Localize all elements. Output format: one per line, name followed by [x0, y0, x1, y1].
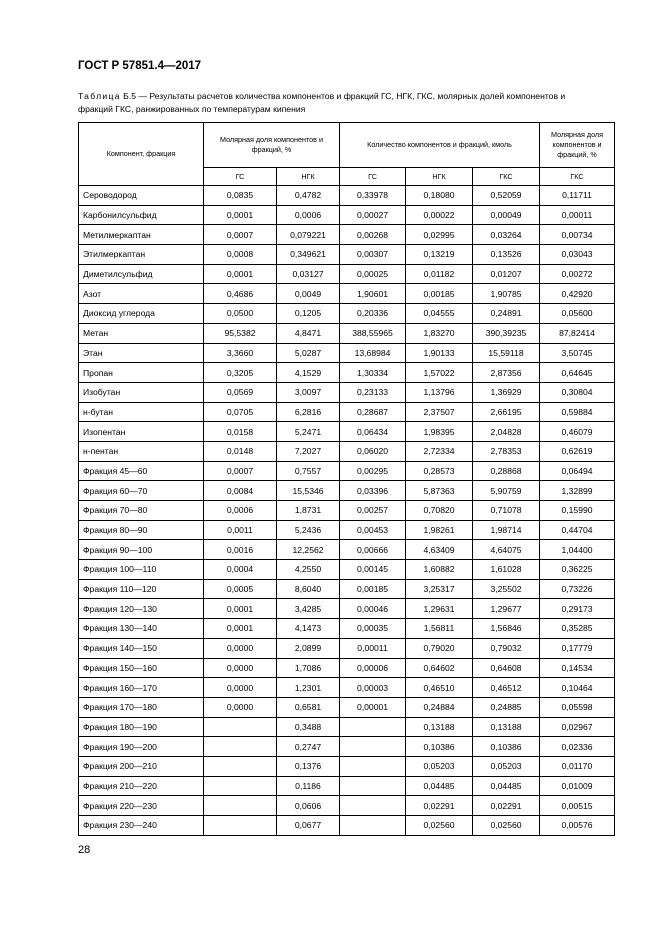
table-cell: 0,349621 — [277, 245, 340, 265]
table-cell: 4,8471 — [277, 323, 340, 343]
table-cell: 1,13796 — [406, 382, 473, 402]
table-cell: 0,10464 — [540, 678, 615, 698]
table-cell: 0,0001 — [204, 619, 277, 639]
table-cell: 0,64645 — [540, 363, 615, 383]
table-body — [79, 186, 615, 836]
table-cell: 0,079221 — [277, 225, 340, 245]
table-cell: 0,00185 — [340, 579, 406, 599]
table-cell: 0,00257 — [340, 501, 406, 521]
table-row — [79, 481, 615, 501]
row-label: Азот — [79, 284, 204, 304]
table-cell: 0,00576 — [540, 816, 615, 836]
table-cell: 0,24885 — [473, 697, 540, 717]
table-cell — [340, 796, 406, 816]
table-row — [79, 323, 615, 343]
table-cell: 0,00027 — [340, 205, 406, 225]
table-row — [79, 678, 615, 698]
row-label: н-пентан — [79, 441, 204, 461]
row-label: Фракция 170—180 — [79, 697, 204, 717]
table-cell — [204, 816, 277, 836]
table-cell: 95,5382 — [204, 323, 277, 343]
table-cell: 0,15990 — [540, 501, 615, 521]
table-cell: 0,04555 — [406, 304, 473, 324]
table-cell: 0,00515 — [540, 796, 615, 816]
table-cell: 0,03396 — [340, 481, 406, 501]
table-cell: 1,04400 — [540, 540, 615, 560]
table-cell: 0,04485 — [406, 776, 473, 796]
table-cell: 12,2562 — [277, 540, 340, 560]
table-cell: 1,8731 — [277, 501, 340, 521]
table-cell: 0,79020 — [406, 638, 473, 658]
table-row — [79, 619, 615, 639]
table-cell: 0,05600 — [540, 304, 615, 324]
table-cell — [340, 717, 406, 737]
table-cell: 87,82414 — [540, 323, 615, 343]
table-cell: 0,28687 — [340, 402, 406, 422]
table-cell: 1,98261 — [406, 520, 473, 540]
table-cell: 0,0001 — [204, 599, 277, 619]
header-amount-group: Количество компонентов и фракций, кмоль — [340, 123, 540, 168]
table-cell: 0,0016 — [204, 540, 277, 560]
table-cell: 0,0148 — [204, 441, 277, 461]
row-label: Фракция 150—160 — [79, 658, 204, 678]
table-cell: 0,10386 — [473, 737, 540, 757]
table-row — [79, 697, 615, 717]
header-molar-group: Молярная доля компонентов и фракций, % — [204, 123, 340, 168]
table-cell: 0,01182 — [406, 264, 473, 284]
table-cell: 0,04485 — [473, 776, 540, 796]
table-cell: 4,64075 — [473, 540, 540, 560]
table-cell: 1,61028 — [473, 560, 540, 580]
row-label: Фракция 90—100 — [79, 540, 204, 560]
table-cell: 0,29173 — [540, 599, 615, 619]
table-cell: 0,0835 — [204, 186, 277, 206]
table-row — [79, 501, 615, 521]
row-label: Фракция 180—190 — [79, 717, 204, 737]
table-cell: 1,60882 — [406, 560, 473, 580]
table-cell: 0,36225 — [540, 560, 615, 580]
row-label: н-бутан — [79, 402, 204, 422]
table-cell: 0,03264 — [473, 225, 540, 245]
table-cell: 0,00453 — [340, 520, 406, 540]
table-cell: 0,00001 — [340, 697, 406, 717]
table-cell: 0,2747 — [277, 737, 340, 757]
table-row — [79, 205, 615, 225]
table-cell: 0,42920 — [540, 284, 615, 304]
table-cell: 13,68984 — [340, 343, 406, 363]
table-cell — [340, 756, 406, 776]
table-cell: 0,0606 — [277, 796, 340, 816]
table-cell: 5,87363 — [406, 481, 473, 501]
table-cell: 0,0001 — [204, 264, 277, 284]
row-label: Фракция 45—60 — [79, 461, 204, 481]
table-cell: 0,00307 — [340, 245, 406, 265]
table-cell: 4,2550 — [277, 560, 340, 580]
table-cell: 0,00268 — [340, 225, 406, 245]
table-cell: 0,1186 — [277, 776, 340, 796]
table-cell — [204, 776, 277, 796]
table-cell: 0,0000 — [204, 638, 277, 658]
row-label: Карбонилсульфид — [79, 205, 204, 225]
table-cell: 0,1205 — [277, 304, 340, 324]
row-label: Фракция 130—140 — [79, 619, 204, 639]
row-label: Фракция 230—240 — [79, 816, 204, 836]
table-cell: 0,46510 — [406, 678, 473, 698]
table-row — [79, 422, 615, 442]
table-cell: 0,0500 — [204, 304, 277, 324]
row-label: Этан — [79, 343, 204, 363]
table-cell: 1,90601 — [340, 284, 406, 304]
table-cell: 2,37507 — [406, 402, 473, 422]
table-cell: 3,50745 — [540, 343, 615, 363]
table-cell: 0,52059 — [473, 186, 540, 206]
table-cell: 3,25317 — [406, 579, 473, 599]
table-cell: 0,24884 — [406, 697, 473, 717]
table-cell: 0,46079 — [540, 422, 615, 442]
table-row — [79, 264, 615, 284]
table-cell: 3,0097 — [277, 382, 340, 402]
table-cell: 0,0006 — [277, 205, 340, 225]
table-cell: 2,87356 — [473, 363, 540, 383]
table-cell: 0,70820 — [406, 501, 473, 521]
table-row — [79, 579, 615, 599]
table-cell: 0,01009 — [540, 776, 615, 796]
table-cell: 1,2301 — [277, 678, 340, 698]
table-cell — [204, 737, 277, 757]
table-row — [79, 756, 615, 776]
table-cell: 8,6040 — [277, 579, 340, 599]
table-cell: 0,06434 — [340, 422, 406, 442]
table-cell: 0,0005 — [204, 579, 277, 599]
row-label: Фракция 110—120 — [79, 579, 204, 599]
table-row — [79, 461, 615, 481]
table-cell: 0,03127 — [277, 264, 340, 284]
table-row — [79, 520, 615, 540]
table-cell: 0,02560 — [406, 816, 473, 836]
row-label: Сероводород — [79, 186, 204, 206]
table-cell: 0,06494 — [540, 461, 615, 481]
table-cell: 0,03043 — [540, 245, 615, 265]
table-cell: 0,44704 — [540, 520, 615, 540]
table-cell: 0,0008 — [204, 245, 277, 265]
table-cell: 0,02967 — [540, 717, 615, 737]
row-label: Фракция 120—130 — [79, 599, 204, 619]
table-cell: 0,02291 — [406, 796, 473, 816]
table-cell: 0,0000 — [204, 697, 277, 717]
table-cell: 0,71078 — [473, 501, 540, 521]
table-cell: 0,01170 — [540, 756, 615, 776]
table-cell: 0,30804 — [540, 382, 615, 402]
table-cell: 1,57022 — [406, 363, 473, 383]
subheader-cell: ГКС — [473, 168, 540, 186]
table-cell: 5,0287 — [277, 343, 340, 363]
table-cell: 1,90785 — [473, 284, 540, 304]
table-row — [79, 402, 615, 422]
subheader-cell: НГК — [277, 168, 340, 186]
table-cell: 0,0011 — [204, 520, 277, 540]
table-cell: 1,29677 — [473, 599, 540, 619]
document-header: ГОСТ Р 57851.4—2017 — [78, 60, 202, 72]
table-cell: 1,7086 — [277, 658, 340, 678]
row-label: Фракция 100—110 — [79, 560, 204, 580]
table-cell: 0,6581 — [277, 697, 340, 717]
table-cell: 0,0000 — [204, 678, 277, 698]
table-cell: 2,0899 — [277, 638, 340, 658]
table-cell: 1,56811 — [406, 619, 473, 639]
table-cell: 0,00295 — [340, 461, 406, 481]
row-label: Диметилсульфид — [79, 264, 204, 284]
table-cell: 0,00011 — [540, 205, 615, 225]
table-cell: 5,2471 — [277, 422, 340, 442]
table-cell: 0,28573 — [406, 461, 473, 481]
table-cell: 0,0004 — [204, 560, 277, 580]
table-cell: 0,00035 — [340, 619, 406, 639]
table-row — [79, 225, 615, 245]
table-cell: 0,73226 — [540, 579, 615, 599]
subheader-cell: ГКС — [540, 168, 615, 186]
table-cell: 0,10386 — [406, 737, 473, 757]
table-cell — [340, 737, 406, 757]
table-row — [79, 796, 615, 816]
header-molar-gks: Молярная доля компонентов и фракций, % — [540, 123, 615, 168]
table-cell: 1,90133 — [406, 343, 473, 363]
table-cell: 1,56846 — [473, 619, 540, 639]
table-cell: 0,0001 — [204, 205, 277, 225]
table-cell: 0,3205 — [204, 363, 277, 383]
table-cell: 0,13526 — [473, 245, 540, 265]
table-cell: 3,3660 — [204, 343, 277, 363]
table-cell: 4,1529 — [277, 363, 340, 383]
table-cell: 0,05203 — [473, 756, 540, 776]
table-caption — [78, 90, 590, 115]
table-cell: 4,63409 — [406, 540, 473, 560]
table-row — [79, 737, 615, 757]
header-component: Компонент, фракция — [79, 123, 204, 186]
table-cell: 0,79032 — [473, 638, 540, 658]
row-label: Изобутан — [79, 382, 204, 402]
table-cell: 0,64602 — [406, 658, 473, 678]
table-row — [79, 304, 615, 324]
table-cell: 2,78353 — [473, 441, 540, 461]
table-cell: 4,1473 — [277, 619, 340, 639]
table-cell: 0,13188 — [406, 717, 473, 737]
subheader-cell: ГС — [204, 168, 277, 186]
table-cell: 0,00049 — [473, 205, 540, 225]
table-cell: 0,62619 — [540, 441, 615, 461]
caption-label: Таблица — [78, 91, 121, 101]
table-cell: 0,00666 — [340, 540, 406, 560]
table-row — [79, 441, 615, 461]
table-cell: 1,29631 — [406, 599, 473, 619]
table-cell: 0,4782 — [277, 186, 340, 206]
row-label: Метан — [79, 323, 204, 343]
table-cell: 0,00272 — [540, 264, 615, 284]
table-cell: 0,00185 — [406, 284, 473, 304]
table-cell: 0,28868 — [473, 461, 540, 481]
table-cell: 0,0569 — [204, 382, 277, 402]
table-cell: 0,46512 — [473, 678, 540, 698]
table-cell: 0,3488 — [277, 717, 340, 737]
table-cell — [204, 796, 277, 816]
table-cell: 3,4285 — [277, 599, 340, 619]
table-cell: 0,02995 — [406, 225, 473, 245]
table-cell: 5,2436 — [277, 520, 340, 540]
table-cell: 0,33978 — [340, 186, 406, 206]
table-cell: 0,00046 — [340, 599, 406, 619]
table-cell: 0,00022 — [406, 205, 473, 225]
table-cell: 5,90759 — [473, 481, 540, 501]
table-cell: 15,5346 — [277, 481, 340, 501]
table-cell: 1,98714 — [473, 520, 540, 540]
results-table — [78, 122, 615, 836]
table-cell: 0,14534 — [540, 658, 615, 678]
table-cell: 0,0677 — [277, 816, 340, 836]
row-label: Пропан — [79, 363, 204, 383]
table-row — [79, 363, 615, 383]
table-cell: 0,23133 — [340, 382, 406, 402]
table-cell: 6,2816 — [277, 402, 340, 422]
table-cell: 0,05203 — [406, 756, 473, 776]
table-cell: 0,02336 — [540, 737, 615, 757]
table-cell: 0,0000 — [204, 658, 277, 678]
subheader-cell: ГС — [340, 168, 406, 186]
row-label: Фракция 80—90 — [79, 520, 204, 540]
table-cell: 0,0006 — [204, 501, 277, 521]
row-label: Фракция 190—200 — [79, 737, 204, 757]
table-cell — [204, 756, 277, 776]
table-row — [79, 540, 615, 560]
table-cell: 0,7557 — [277, 461, 340, 481]
table-row — [79, 717, 615, 737]
table-cell — [204, 717, 277, 737]
row-label: Фракция 200—210 — [79, 756, 204, 776]
table-row — [79, 599, 615, 619]
table-cell: 0,0007 — [204, 225, 277, 245]
table-cell: 0,00011 — [340, 638, 406, 658]
table-cell: 0,02291 — [473, 796, 540, 816]
table-cell: 0,20336 — [340, 304, 406, 324]
table-cell: 0,00145 — [340, 560, 406, 580]
row-label: Изопентан — [79, 422, 204, 442]
table-row — [79, 658, 615, 678]
row-label: Фракция 160—170 — [79, 678, 204, 698]
table-cell: 1,83270 — [406, 323, 473, 343]
row-label: Фракция 210—220 — [79, 776, 204, 796]
row-label: Метилмеркаптан — [79, 225, 204, 245]
table-cell: 0,0049 — [277, 284, 340, 304]
table-cell: 0,59884 — [540, 402, 615, 422]
table-cell: 0,00025 — [340, 264, 406, 284]
row-label: Фракция 140—150 — [79, 638, 204, 658]
table-cell: 390,39235 — [473, 323, 540, 343]
page-number: 28 — [78, 844, 91, 856]
row-label: Фракция 60—70 — [79, 481, 204, 501]
table-cell: 0,1376 — [277, 756, 340, 776]
table-cell: 0,35285 — [540, 619, 615, 639]
caption-text: Б.5 — Результаты расчетов количества компонентов и фракций ГС, НГК, ГКС, молярных долей компонентов и фракций ГКС, ранжированных по температурам кипения — [78, 91, 566, 114]
table-cell: 0,06020 — [340, 441, 406, 461]
table-cell: 0,02560 — [473, 816, 540, 836]
table-cell: 2,66195 — [473, 402, 540, 422]
table-cell: 0,17779 — [540, 638, 615, 658]
table-cell: 0,00734 — [540, 225, 615, 245]
table-cell: 0,05598 — [540, 697, 615, 717]
table-row — [79, 245, 615, 265]
table-cell: 0,18080 — [406, 186, 473, 206]
row-label: Фракция 220—230 — [79, 796, 204, 816]
table-cell: 2,04828 — [473, 422, 540, 442]
table-cell: 0,0084 — [204, 481, 277, 501]
table-cell: 1,30334 — [340, 363, 406, 383]
table-cell: 1,98395 — [406, 422, 473, 442]
table-cell: 0,01207 — [473, 264, 540, 284]
table-cell: 0,00006 — [340, 658, 406, 678]
table-cell: 1,32899 — [540, 481, 615, 501]
table-row — [79, 186, 615, 206]
row-label: Фракция 70—80 — [79, 501, 204, 521]
table-row — [79, 816, 615, 836]
table-row — [79, 560, 615, 580]
table-cell: 3,25502 — [473, 579, 540, 599]
table-row — [79, 284, 615, 304]
table-cell: 0,11711 — [540, 186, 615, 206]
table-cell: 2,72334 — [406, 441, 473, 461]
table-cell: 0,64608 — [473, 658, 540, 678]
table-row — [79, 382, 615, 402]
table-row — [79, 638, 615, 658]
table-cell: 0,24891 — [473, 304, 540, 324]
table-row — [79, 343, 615, 363]
table-cell: 0,0705 — [204, 402, 277, 422]
subheader-cell: НГК — [406, 168, 473, 186]
table-cell — [340, 816, 406, 836]
table-cell: 0,0158 — [204, 422, 277, 442]
table-cell — [340, 776, 406, 796]
table-cell: 0,00003 — [340, 678, 406, 698]
table-row — [79, 776, 615, 796]
table-cell: 15,59118 — [473, 343, 540, 363]
table-cell: 0,4686 — [204, 284, 277, 304]
table-cell: 1,36929 — [473, 382, 540, 402]
row-label: Этилмеркаптан — [79, 245, 204, 265]
table-cell: 0,0007 — [204, 461, 277, 481]
table-cell: 388,55965 — [340, 323, 406, 343]
row-label: Диоксид углерода — [79, 304, 204, 324]
table-cell: 0,13219 — [406, 245, 473, 265]
table-cell: 0,13188 — [473, 717, 540, 737]
table-cell: 7,2027 — [277, 441, 340, 461]
